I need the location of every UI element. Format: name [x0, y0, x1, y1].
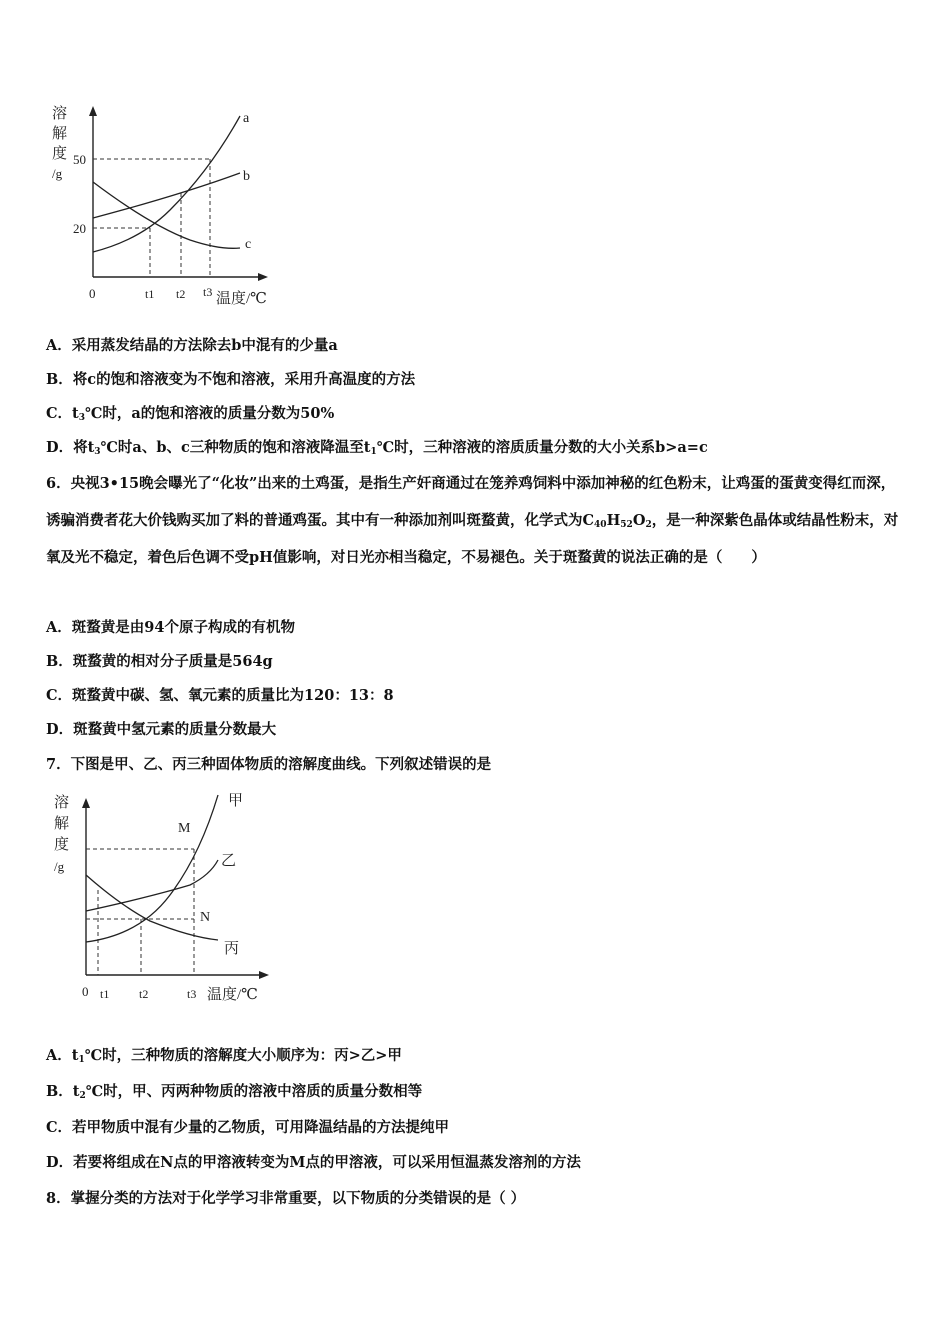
xlabel: 温度/℃	[207, 987, 258, 1003]
xtick-t1: t1	[100, 987, 110, 1001]
xtick-t3: t3	[203, 285, 213, 299]
ylabel-1: 溶	[54, 795, 70, 811]
q5-option-d: D．将$t_3℃$时a、b、c三种物质的饱和溶液降温至$t_1℃$时，三种溶液的溶质质量分数的大小关系b>a=c	[46, 439, 708, 457]
ylabel-2: 解	[52, 126, 68, 142]
xlabel: 温度/℃	[216, 291, 267, 307]
q8-stem: 8．掌握分类的方法对于化学学习非常重要，以下物质的分类错误的是（ ）	[46, 1190, 526, 1207]
curve-c	[93, 182, 240, 248]
q7-option-c: C．若甲物质中混有少量的乙物质，可用降温结晶的方法提纯甲	[46, 1119, 450, 1136]
label-a: a	[243, 111, 250, 126]
q5-option-c: C．$t_3℃$时，a的饱和溶液的质量分数为50%	[46, 405, 335, 423]
xtick-0: 0	[89, 286, 96, 301]
label-jia: 甲	[228, 793, 244, 809]
point-m: M	[178, 821, 191, 836]
xtick-t3: t3	[187, 987, 197, 1001]
q5-option-b: B．将c的饱和溶液变为不饱和溶液，采用升高温度的方法	[46, 371, 416, 388]
label-bing: 丙	[224, 941, 240, 957]
label-b: b	[243, 169, 250, 184]
xtick-0: 0	[82, 984, 89, 999]
q6-option-d: D．斑蝥黄中氢元素的质量分数最大	[46, 721, 277, 738]
curve-b	[93, 173, 240, 218]
q5-option-a: A．采用蒸发结晶的方法除去b中混有的少量a	[46, 337, 338, 354]
curve-jia	[86, 795, 218, 942]
solubility-chart-1	[40, 100, 280, 315]
ylabel-3: 度	[54, 837, 70, 853]
q7-option-b: B．$t_2℃$时，甲、丙两种物质的溶液中溶质的质量分数相等	[46, 1083, 423, 1101]
point-n: N	[200, 910, 211, 925]
xtick-t1: t1	[145, 287, 155, 301]
q7-stem: 7．下图是甲、乙、丙三种固体物质的溶解度曲线。下列叙述错误的是	[46, 756, 492, 773]
q6-stem: 6．央视3•15晚会曝光了“化妆”出来的土鸡蛋，是指生产奸商通过在笼养鸡饲料中添加神秘的红色粉末，让鸡蛋的蛋黄变得红而深，诱骗消费者花大价钱购买加了料的普通鸡蛋。其中有一种添加剂叫斑蝥黄，化学式为$C_{40}H_{52}O_2$，是一种深紫色晶体或结晶性粉末，对氧及光不稳定，着色后色调不受pH值影响，对日光亦相当稳定，不易褪色。关于斑蝥黄的说法正确的是（ ）	[46, 475, 899, 566]
ylabel-2: 解	[54, 816, 70, 832]
curve-yi	[86, 860, 218, 911]
ylabel-1: 溶	[52, 106, 68, 122]
ylabel-3: 度	[52, 146, 68, 162]
q7-option-d: D．若要将组成在N点的甲溶液转变为M点的甲溶液，可以采用恒温蒸发溶剂的方法	[46, 1154, 581, 1171]
solubility-chart-2	[40, 785, 280, 1010]
x-axis-arrow	[258, 273, 268, 281]
curve-a	[93, 116, 240, 252]
q6-option-c: C．斑蝥黄中碳、氢、氧元素的质量比为120：13：8	[46, 687, 394, 704]
ylabel-4: /g	[52, 166, 63, 181]
q7-option-a: A．$t_1℃$时，三种物质的溶解度大小顺序为：丙>乙>甲	[46, 1047, 402, 1065]
ytick-20: 20	[73, 221, 86, 236]
curve-bing	[86, 875, 218, 940]
xtick-t2: t2	[139, 987, 149, 1001]
q6-option-b: B．斑蝥黄的相对分子质量是564g	[46, 653, 273, 670]
y-axis-arrow	[89, 106, 97, 116]
x-axis-arrow	[259, 971, 269, 979]
y-axis-arrow	[82, 798, 90, 808]
label-c: c	[245, 237, 252, 252]
ytick-50: 50	[73, 152, 86, 167]
ylabel-4: /g	[54, 859, 65, 874]
xtick-t2: t2	[176, 287, 186, 301]
q6-option-a: A．斑蝥黄是由94个原子构成的有机物	[46, 619, 295, 636]
label-yi: 乙	[221, 853, 237, 869]
